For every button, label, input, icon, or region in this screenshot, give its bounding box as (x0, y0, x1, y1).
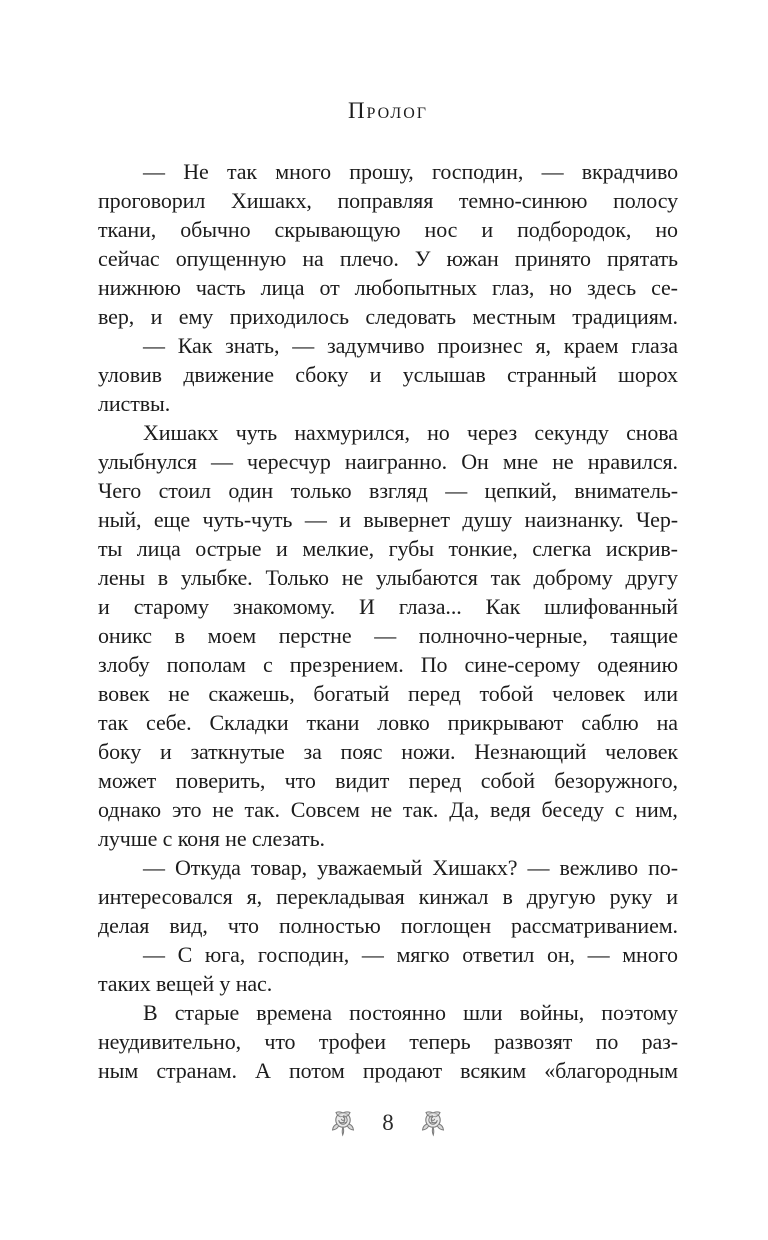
text-line: нижнюю часть лица от любопытных глаз, но здесь се- (98, 275, 678, 300)
page-body (98, 157, 678, 1085)
text-line: вер, и ему приходилось следовать местным традициям. (98, 304, 678, 329)
text-line: — Откуда товар, уважаемый Хишакх? — вежливо по- (143, 855, 678, 880)
text-line: ным странам. А потом продают всяким «благородным (98, 1058, 678, 1083)
text-line: делая вид, что полностью поглощен рассматриванием. (98, 913, 678, 938)
text-line: оникс в моем перстне — полночно-черные, таящие (98, 623, 678, 648)
paragraph (98, 157, 678, 331)
rose-ornament-icon (421, 1109, 445, 1137)
text-line: — Как знать, — задумчиво произнес я, краем глаза (143, 333, 678, 358)
text-line: однако это не так. Совсем не так. Да, ведя беседу с ним, (98, 797, 678, 822)
text-line: лены в улыбке. Только не улыбаются так доброму другу (98, 565, 678, 590)
text-line: злобу пополам с презрением. По сине-серому одеянию (98, 652, 678, 677)
page-number: 8 (382, 1110, 394, 1135)
paragraph (98, 418, 678, 853)
text-line: ты лица острые и мелкие, губы тонкие, слегка искрив- (98, 536, 678, 561)
text-line: вовек не скажешь, богатый перед тобой человек или (98, 681, 678, 706)
text-line: лучше с коня не слезать. (98, 826, 325, 851)
rose-ornament-icon (331, 1109, 355, 1137)
text-line: Хишакх чуть нахмурился, но через секунду снова (143, 420, 678, 445)
text-line: интересовался я, перекладывая кинжал в другую руку и (98, 884, 678, 909)
text-line: Чего стоил один только взгляд — цепкий, вниматель- (98, 478, 678, 503)
paragraph (98, 331, 678, 418)
text-line: уловив движение сбоку и услышав странный шорох (98, 362, 678, 387)
text-line: и старому знакомому. И глаза... Как шлифованный (98, 594, 678, 619)
chapter-title: Пролог (347, 98, 429, 123)
page-footer (98, 1109, 678, 1137)
text-line: может поверить, что видит перед собой безоружного, (98, 768, 678, 793)
text-line: улыбнулся — чересчур наигранно. Он мне не нравился. (98, 449, 678, 474)
text-line: листвы. (98, 391, 171, 416)
text-line: таких вещей у нас. (98, 971, 273, 996)
text-line: проговорил Хишакх, поправляя темно-синюю полосу (98, 188, 678, 213)
text-line: — Не так много прошу, господин, — вкрадчиво (143, 159, 678, 184)
paragraph (98, 853, 678, 940)
paragraph (98, 940, 678, 998)
paragraph (98, 998, 678, 1085)
text-line: боку и заткнутые за пояс ножи. Незнающий человек (98, 739, 678, 764)
text-line: В старые времена постоянно шли войны, поэтому (143, 1000, 678, 1025)
text-line: так себе. Складки ткани ловко прикрывают саблю на (98, 710, 678, 735)
text-line: сейчас опущенную на плечо. У южан принято прятать (98, 246, 678, 271)
text-line: ткани, обычно скрывающую нос и подбородок, но (98, 217, 678, 242)
text-line: — С юга, господин, — мягко ответил он, — много (143, 942, 678, 967)
text-line: ный, еще чуть-чуть — и вывернет душу наизнанку. Чер- (98, 507, 678, 532)
text-line: неудивительно, что трофеи теперь развозят по раз- (98, 1029, 678, 1054)
